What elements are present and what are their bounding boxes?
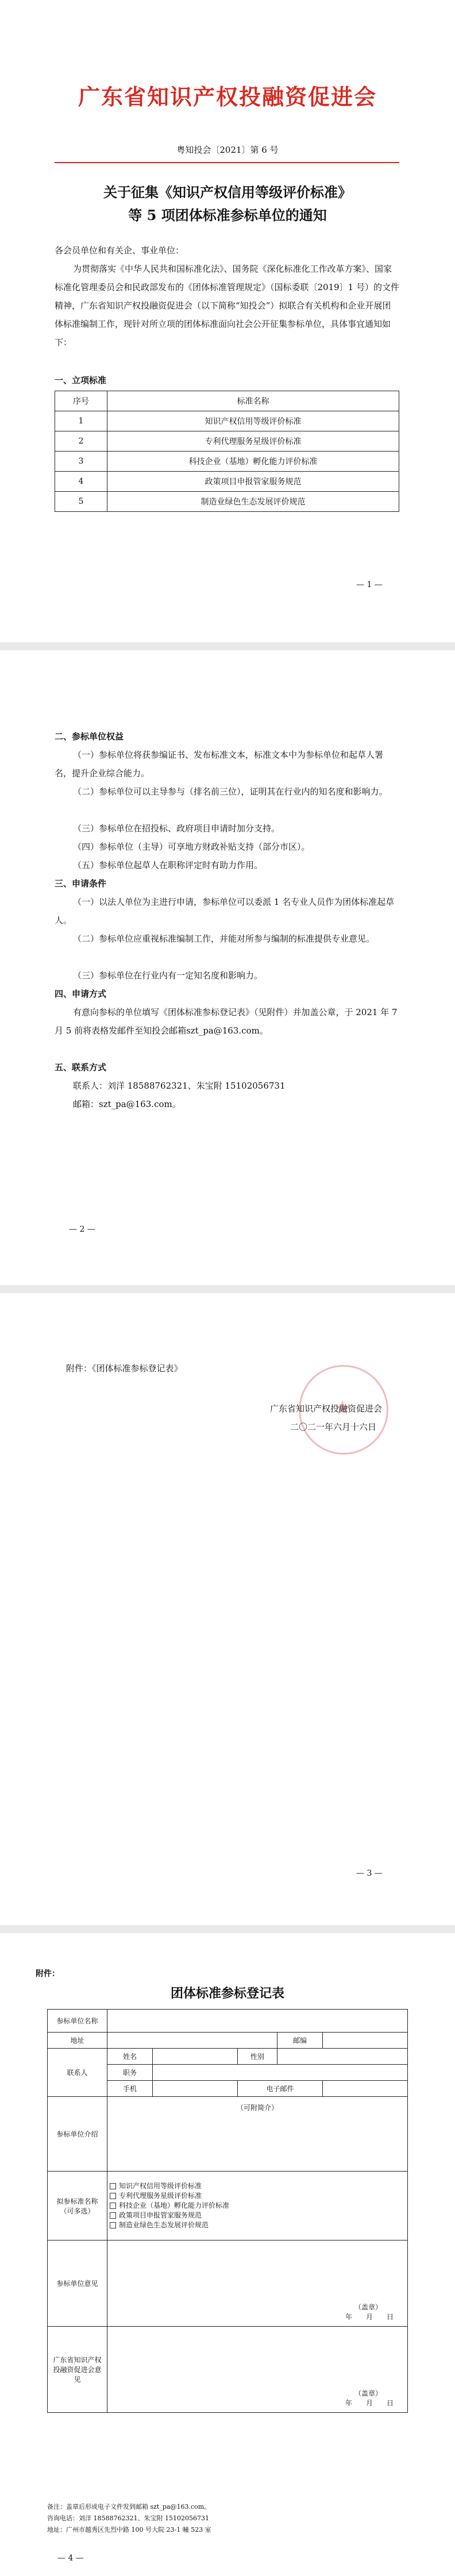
cell-no: 1: [55, 411, 107, 431]
checkbox-icon[interactable]: [110, 2183, 116, 2189]
page-number-4: — 4 —: [57, 2554, 84, 2563]
cell-name: 知识产权信用等级评价标准: [107, 411, 399, 431]
right-2: （二）参标单位可以主导参与（排名前三位），证明其在行业内的知名度和影响力。: [73, 786, 388, 797]
red-divider: [55, 162, 399, 163]
table-row: [55, 472, 399, 492]
option-label: 专利代理服务星级评价标准: [119, 2192, 202, 2200]
condition-3: （三）参标单位在行业内有一定知名度和影响力。: [73, 970, 263, 981]
intro-paragraph: 为贯彻落实《中华人民共和国标准化法》、国务院《深化标准化工作改革方案》、国家标准化管理委员会和民政部发布的《团体标准管理规定》（国标委联〔2019〕1 号）的文件精神，广东省知识产权投融资促进会（以下简称“知投会”）拟联合有关机构和企业开展团体标准编制工作，现针对所立项的团体标准面向社会公开征集参标单位，具体事宜通知如下：: [55, 264, 399, 348]
col-header-name: 标准名称: [107, 391, 399, 411]
page-separator: [0, 1285, 455, 1293]
note-3: 地址：广州市越秀区先烈中路 100 号大院 23-1 幢 523 室: [47, 2526, 211, 2533]
doc-title-line1: 关于征集《知识产权信用等级评价标准》: [103, 184, 352, 200]
option-label: 科技企业（基地）孵化能力评价标准: [119, 2201, 230, 2209]
condition-2: （二）参标单位应重视标准编制工作，并能对所参与编制的标准提供专业意见。: [73, 934, 375, 944]
cell-name: 制造业绿色生态发展评价规范: [107, 492, 399, 512]
method-paragraph: 有意向参标的单位填写《团体标准参标登记表》（见附件）并加盖公章，于 2021 年 7 月 5 前将表格发邮件至知投会邮箱szt_pa@163.com。: [55, 1007, 398, 1036]
checkbox-icon[interactable]: [110, 2193, 116, 2199]
option-label: 制造业绿色生态发展评价规范: [119, 2221, 209, 2229]
sign-date: 二〇二一年六月十六日: [290, 1422, 377, 1432]
option-item[interactable]: [110, 2211, 405, 2220]
registration-form: [47, 2009, 408, 2413]
right-3: （三）参标单位在招投标、政府项目申请时加分支持。: [73, 823, 280, 834]
section-1-heading: 一、立项标准: [55, 375, 107, 385]
section-4-heading: 四、申请方式: [55, 989, 107, 999]
field-title[interactable]: [153, 2065, 408, 2081]
salutation: 各会员单位和有关企、事业单位：: [55, 245, 184, 256]
table-row: [55, 411, 399, 431]
right-5: （五）参标单位起草人在职称评定时有助力作用。: [73, 860, 263, 870]
date-hint: 年 月 日: [345, 2313, 394, 2321]
cell-name: 专利代理服务星级评价标准: [107, 431, 399, 452]
date-hint: 年 月 日: [345, 2399, 394, 2407]
option-item[interactable]: [110, 2201, 405, 2211]
page-2: [0, 650, 455, 1285]
right-4: （四）参标单位（主导）可享地方财政补贴支持（部分市区）。: [73, 842, 310, 852]
label-unit-intro: 参标单位介绍: [48, 2097, 107, 2172]
option-label: 政策项目申报管家服务规范: [119, 2211, 202, 2219]
attachment-label: 附件：: [36, 1969, 60, 1979]
label-association-opinion: 广东省知识产权投融资促进会意见: [48, 2327, 107, 2413]
page-4: [0, 1933, 455, 2576]
cell-no: 2: [55, 431, 107, 452]
label-standard-choice: 拟参标准名称（可多选）: [48, 2172, 107, 2240]
cell-no: 4: [55, 472, 107, 492]
form-title: 团体标准参标登记表: [170, 1986, 284, 2001]
label-unit-name: 参标单位名称: [48, 2010, 107, 2033]
section-5-heading: 五、联系方式: [55, 1062, 107, 1073]
checkbox-icon[interactable]: [110, 2212, 116, 2219]
table-header-row: [55, 391, 399, 411]
cell-name: 科技企业（基地）孵化能力评价标准: [107, 452, 399, 472]
label-gender: 性别: [238, 2049, 277, 2065]
doc-number: 粤知投会〔2021〕第 6 号: [176, 145, 279, 155]
right-1: （一）参标单位将获参编证书、发布标准文本，标准文本中为参标单位和起草人署名，提升企业综合能力。: [55, 750, 384, 778]
note-2: 咨询电话：刘洋 18588762321、朱宝附 15102056731: [47, 2515, 209, 2522]
label-title: 职务: [107, 2065, 153, 2081]
org-title: 广东省知识产权投融资促进会: [78, 84, 377, 110]
option-item[interactable]: [110, 2220, 405, 2230]
field-address[interactable]: [107, 2033, 277, 2049]
contact-email: 邮箱：szt_pa@163.com。: [73, 1099, 181, 1109]
page-separator: [0, 1925, 455, 1933]
field-mobile[interactable]: [153, 2081, 238, 2097]
standard-options: [107, 2172, 408, 2240]
option-label: 知识产权信用等级评价标准: [119, 2182, 202, 2190]
page-number-2: — 2 —: [69, 1225, 95, 1234]
contact-persons: 联系人：刘洋 18588762321、朱宝附 15102056731: [73, 1081, 286, 1091]
sign-org: 广东省知识产权投融资促进会: [270, 1403, 383, 1414]
label-mobile: 手机: [107, 2081, 153, 2097]
label-zip: 邮编: [277, 2033, 323, 2049]
field-name[interactable]: [153, 2049, 238, 2065]
label-address: 地址: [48, 2033, 107, 2049]
label-email: 电子邮件: [238, 2081, 323, 2097]
standards-table: [55, 391, 399, 512]
option-item[interactable]: [110, 2191, 405, 2201]
page-number-3: — 3 —: [356, 1869, 383, 1878]
note-1: 备注：盖章后形成电子文件发到邮箱 szt_pa@163.com。: [47, 2503, 211, 2511]
field-email[interactable]: [323, 2081, 408, 2097]
checkbox-icon[interactable]: [110, 2222, 116, 2228]
condition-1: （一）以法人单位为主进行申请，参标单位可以委派 1 名专业人员作为团体标准起草人。: [55, 897, 395, 925]
table-row: [55, 452, 399, 472]
cell-name: 政策项目申报管家服务规范: [107, 472, 399, 492]
field-gender[interactable]: [277, 2049, 408, 2065]
page-number-1: — 1 —: [356, 580, 383, 589]
field-unit-name[interactable]: [107, 2010, 408, 2033]
doc-title-line2: 等 5 项团体标准参标单位的通知: [128, 207, 327, 223]
seal-hint: （盖章）: [354, 2389, 382, 2397]
section-2-heading: 二、参标单位权益: [55, 731, 124, 742]
page-3: [0, 1293, 455, 1925]
seal-hint: （盖章）: [354, 2303, 382, 2311]
attachment-line: 附件：《团体标准参标登记表》: [66, 1363, 183, 1374]
option-item[interactable]: [110, 2181, 405, 2191]
field-association-opinion[interactable]: [107, 2327, 408, 2413]
field-zip[interactable]: [323, 2033, 408, 2049]
col-header-no: 序号: [55, 391, 107, 411]
checkbox-icon[interactable]: [110, 2203, 116, 2209]
field-unit-opinion[interactable]: [107, 2240, 408, 2327]
label-name: 姓名: [107, 2049, 153, 2065]
label-unit-opinion: 参标单位意见: [48, 2240, 107, 2327]
cell-no: 5: [55, 492, 107, 512]
page-separator: [0, 642, 455, 650]
label-contact-person: 联系人: [48, 2049, 107, 2097]
page-1: [0, 0, 455, 642]
intro-hint: （可附简介）: [107, 2097, 408, 2172]
table-row: [55, 431, 399, 452]
cell-no: 3: [55, 452, 107, 472]
table-row: [55, 492, 399, 512]
section-3-heading: 三、申请条件: [55, 878, 107, 889]
